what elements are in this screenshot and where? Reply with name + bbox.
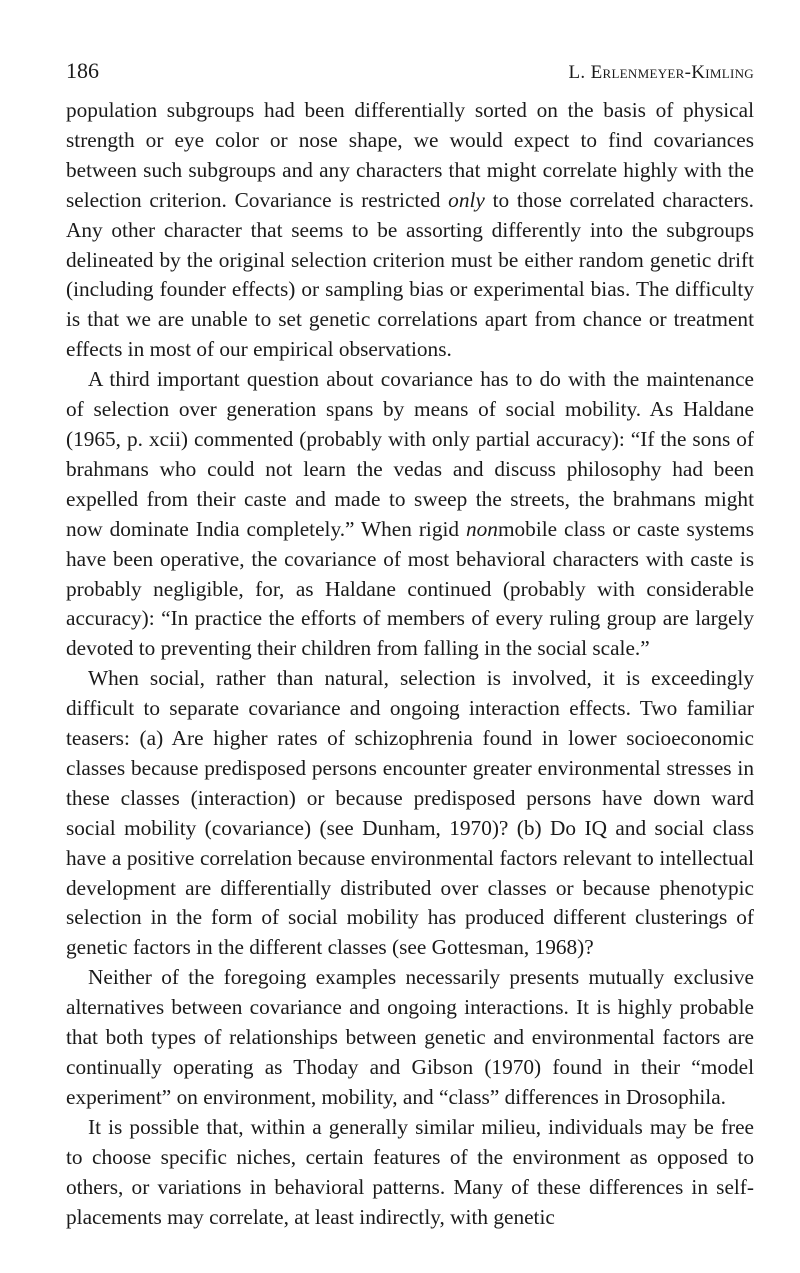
running-head bbox=[569, 62, 754, 84]
author-initial: L. bbox=[568, 62, 586, 83]
book-page bbox=[66, 58, 754, 1232]
emphasis-only: only bbox=[448, 187, 485, 212]
page-number: 186 bbox=[66, 58, 99, 83]
body-text bbox=[66, 96, 754, 1232]
author-surname: Erlenmeyer-Kimling bbox=[590, 62, 754, 83]
paragraph-4: Neither of the foregoing examples necessarily presents mutually exclusive alternatives between covariance and ongoing interactions. It is highly probable that both types of relationships between genetic and environmental factors are continually operating as Thoday and Gibson (1970) found in their “model experiment” on environment, mobility, and “class” differences in Drosophila. bbox=[66, 965, 754, 1109]
page-header bbox=[66, 58, 754, 90]
paragraph-2: A third important question about covariance has to do with the maintenance of selection over generation spans by means of social mobility. As Haldane (1965, p. xcii) commented (probably with only partial accuracy): “If the sons of brahmans who could not learn the vedas and discuss philosophy had been expelled from their caste and made to sweep the streets, the brahmans might now dominate India completely.” When rigid nonmobile class or caste systems have been operative, the covariance of most behavioral characters with caste is probably negligible, for, as Haldane continued (probably with considerable accuracy): “In practice the efforts of members of every ruling group are largely devoted to preventing their children from falling in the social scale.” bbox=[66, 367, 754, 661]
paragraph-1: population subgroups had been differentially sorted on the basis of physical strength or eye color or nose shape, we would expect to find covariances between such subgroups and any characters that might correlate highly with the selection criterion. Covariance is restricted only to those correlated characters. Any other character that seems to be assorting differently into the subgroups delineated by the original selection criterion must be either random genetic drift (including founder effects) or sampling bias or experimental bias. The difficulty is that we are unable to set genetic correlations apart from chance or treatment effects in most of our empirical observations. bbox=[66, 98, 754, 362]
emphasis-non: non bbox=[466, 516, 498, 541]
paragraph-5: It is possible that, within a generally similar milieu, individuals may be free to choose specific niches, certain features of the environment as opposed to others, or variations in behavioral patterns. Many of these differences in self-placements may correlate, at least indirectly, with genetic bbox=[66, 1114, 754, 1229]
paragraph-3: When social, rather than natural, selection is involved, it is exceedingly difficult to separate covariance and ongoing interaction effects. Two familiar teasers: (a) Are higher rates of schizophrenia found in lower socioeconomic classes because predisposed persons encounter greater environmental stresses in these classes (interaction) or because predisposed persons have down ward social mobility (covariance) (see Dunham, 1970)? (b) Do IQ and social class have a positive correlation because environmental factors relevant to intellectual development are differentially distributed over classes or because phenotypic selection in the form of social mobility has produced different clusterings of genetic factors in the different classes (see Gottesman, 1968)? bbox=[66, 666, 754, 960]
